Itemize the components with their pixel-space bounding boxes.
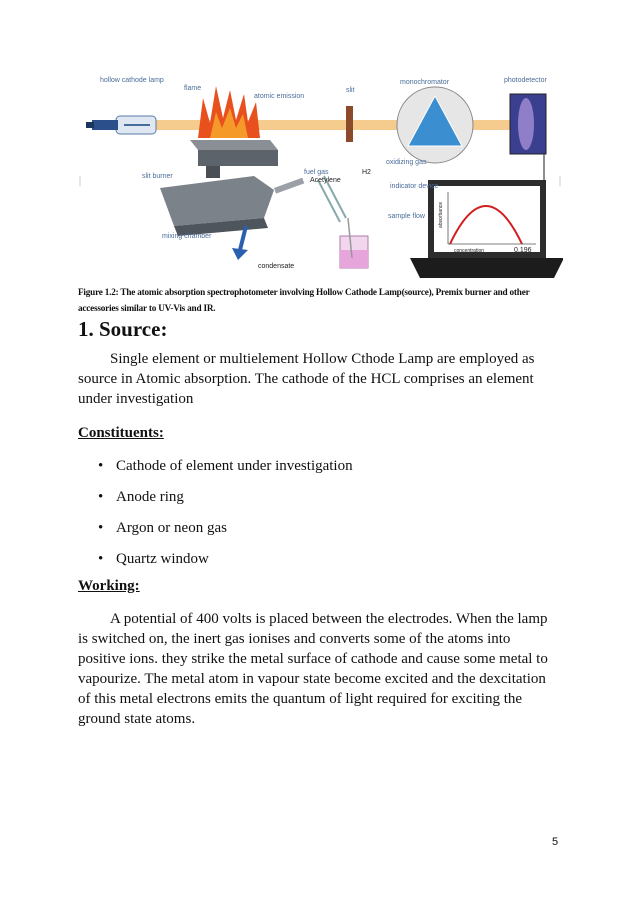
label-photodetector: photodetector [504,77,547,84]
aas-diagram-svg [78,68,563,280]
list-item-text: Quartz window [116,551,209,567]
label-readout: 0.196 [514,247,532,254]
list-item-text: Anode ring [116,489,184,505]
sample-beaker [340,218,368,268]
figure-caption: Figure 1.2: The atomic absorption spectrophotometer involving Hollow Cathode Lamp(source), Premix burner and other accessories similar to UV-Vis and IR. [78,287,530,313]
hollow-cathode-lamp [86,116,156,134]
condensate-arrow-icon [232,226,248,260]
source-paragraph-text: Single element or multielement Hollow Cthode Lamp are employed as source in Atomic absorption. The cathode of the HCL comprises an element under investigation [78,351,535,407]
mixing-chamber [160,176,346,236]
label-fuel-gas: fuel gas [304,169,329,176]
list-item [78,550,353,581]
working-paragraph [78,609,558,729]
bullet-icon: • [98,520,104,536]
photodetector-icon [510,94,546,154]
label-x-axis: concentration [454,248,485,254]
bullet-icon: • [98,458,104,474]
list-item-text: Argon or neon gas [116,520,227,536]
constituents-heading: Constituents: [78,425,164,441]
slit-icon [346,106,353,142]
label-sample-flow: sample flow [388,213,425,220]
label-acetylene: Acetylene [310,177,341,184]
label-mixing-chamber: mixing chamber [162,233,212,240]
bullet-icon: • [98,551,104,567]
aas-diagram [78,68,563,280]
list-item [78,488,353,519]
label-flame: flame [184,85,202,92]
label-oxidizing-gas: oxidizing gas [386,159,427,166]
slit-burner [190,140,278,178]
label-monochromator: monochromator [400,79,450,86]
working-paragraph-text: A potential of 400 volts is placed between the electrodes. When the lamp is switched on, the inert gas ionises and converts some of the atoms into positive ions. they strike the metal surface of cathode and cause some metal to vapourize. The metal atom in vapour state become excited and the dexcitation of this metal electrons emits the quantum of light required for exciting the ground state atoms. [78,611,548,727]
label-slit-burner: slit burner [142,173,173,180]
flame-icon [198,86,260,138]
label-slit: slit [346,87,355,94]
list-item [78,519,353,550]
working-heading: Working: [78,578,140,594]
label-condensate: condensate [258,263,295,270]
list-item [78,457,353,488]
monochromator-icon [397,87,473,163]
label-indicator-device: indicator device [390,183,439,190]
label-y-axis: absorbance [438,201,444,228]
source-paragraph [78,349,558,409]
section-heading: 1. Source: [78,317,168,341]
list-item-text: Cathode of element under investigation [116,458,353,474]
constituents-list [78,457,353,581]
indicator-device-laptop [410,180,563,278]
label-hollow-cathode: hollow cathode lamp [100,77,164,84]
label-atomic-emission: atomic emission [254,93,305,100]
bullet-icon: • [98,489,104,505]
label-h2: H2 [362,169,371,176]
page-number: 5 [552,836,559,848]
